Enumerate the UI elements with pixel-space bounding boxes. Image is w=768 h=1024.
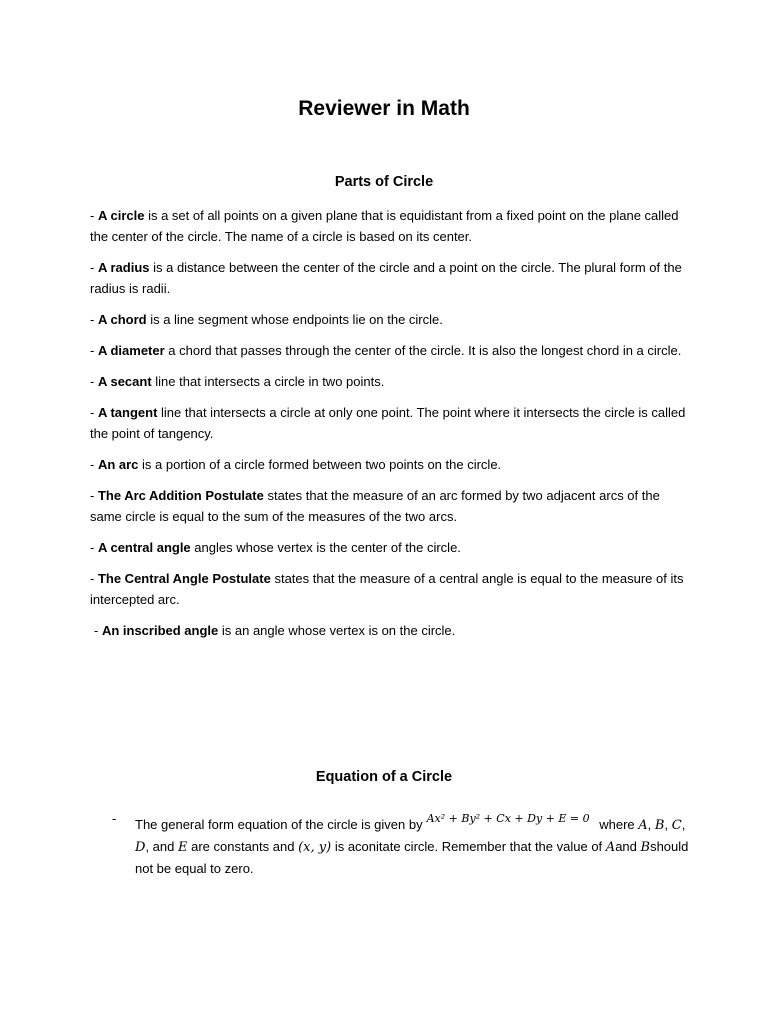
variable-b: B <box>654 818 665 833</box>
term: A radius <box>97 260 150 275</box>
variable-a: A <box>638 818 648 833</box>
definition-text: is a set of all points on a given plane that is equidistant from a fixed point on the plane called the center of the circle. The name of a circle is based on its center. <box>90 208 679 244</box>
term: A chord <box>97 312 147 327</box>
term: An arc <box>97 457 139 472</box>
definition-text: states that the measure of a central angle is equal to the measure of its intercepted arc. <box>90 571 684 607</box>
definition-text: is a distance between the center of the circle and a point on the circle. The plural form of the radius is radii. <box>90 260 682 296</box>
section-heading-equation-of-a-circle: Equation of a Circle <box>315 769 453 785</box>
term: The Central Angle Postulate <box>97 571 271 586</box>
definitions-list <box>90 205 690 651</box>
definition-central-angle: - A central angle angles whose vertex is the center of the circle. <box>90 540 461 555</box>
term: A diameter <box>97 343 165 358</box>
definition-secant: - A secant line that intersects a circle in two points. <box>90 374 385 389</box>
definition-text: is a portion of a circle formed between two points on the circle. <box>138 457 502 472</box>
point-xy: (x, y) <box>298 840 332 855</box>
definition-arc-addition-postulate: - The Arc Addition Postulate states that the measure of an arc formed by two adjacent arcs of the same circle is equal to the sum of the measures of the two arcs. <box>90 488 660 524</box>
general-form-formula: Ax² + By² + Cx + Dy + E = 0 <box>426 812 590 825</box>
term: A tangent <box>97 405 158 420</box>
variable-d: D <box>135 840 146 855</box>
equation-paragraph <box>135 808 695 879</box>
variable-b: B <box>640 840 651 855</box>
definition-text: is a line segment whose endpoints lie on the circle. <box>146 312 443 327</box>
definition-arc: - An arc is a portion of a circle formed between two points on the circle. <box>90 457 502 472</box>
variable-c: C <box>671 818 682 833</box>
definition-text: a chord that passes through the center of the circle. It is also the longest chord in a circle. <box>164 343 682 358</box>
aconitate-text: is aconitate circle. Remember that the value of <box>334 839 603 854</box>
term: A secant <box>97 374 152 389</box>
term: The Arc Addition Postulate <box>97 488 264 503</box>
equation-intro-text: The general form equation of the circle is given by <box>135 817 423 832</box>
comma: , <box>664 817 669 832</box>
section-heading-parts-of-circle: Parts of Circle <box>334 174 434 190</box>
term: A circle <box>97 208 145 223</box>
definition-text: line that intersects a circle at only one point. The point where it intersects the circle is called the point of tangency. <box>90 405 686 441</box>
variable-a: A <box>605 840 616 855</box>
page-title: Reviewer in Math <box>298 97 470 120</box>
comma: , <box>681 817 686 832</box>
variable-e: E <box>177 840 188 855</box>
definition-radius: - A radius is a distance between the center of the circle and a point on the circle. The plural form of the radius is radii. <box>90 260 682 296</box>
list-bullet: - <box>112 811 117 826</box>
definition-diameter: - A diameter a chord that passes through the center of the circle. It is also the longest chord in a circle. <box>90 343 682 358</box>
definition-central-angle-postulate: - The Central Angle Postulate states that the measure of a central angle is equal to the measure of its intercepted arc. <box>90 571 684 607</box>
definition-inscribed-angle: - An inscribed angle is an angle whose vertex is on the circle. <box>94 623 456 638</box>
and-text: , and <box>145 839 175 854</box>
definition-text: line that intersects a circle in two points. <box>151 374 385 389</box>
comma: , <box>647 817 652 832</box>
definition-text: is an angle whose vertex is on the circle. <box>218 623 456 638</box>
definition-text: states that the measure of an arc formed by two adjacent arcs of the same circle is equal to the sum of the measures of the two arcs. <box>90 488 660 524</box>
constants-text: are constants and <box>191 839 295 854</box>
and-word: and <box>615 839 637 854</box>
definition-circle: - A circle is a set of all points on a given plane that is equidistant from a fixed point on the plane called the center of the circle. The name of a circle is based on its center. <box>90 208 679 244</box>
should-text: should not be equal to zero. <box>135 839 689 876</box>
definition-tangent: - A tangent line that intersects a circle at only one point. The point where it intersects the circle is called the point of tangency. <box>90 405 686 441</box>
definition-chord: - A chord is a line segment whose endpoints lie on the circle. <box>90 312 443 327</box>
where-text: where <box>599 817 635 832</box>
term: An inscribed angle <box>101 623 219 638</box>
definition-text: angles whose vertex is the center of the circle. <box>190 540 461 555</box>
term: A central angle <box>97 540 191 555</box>
